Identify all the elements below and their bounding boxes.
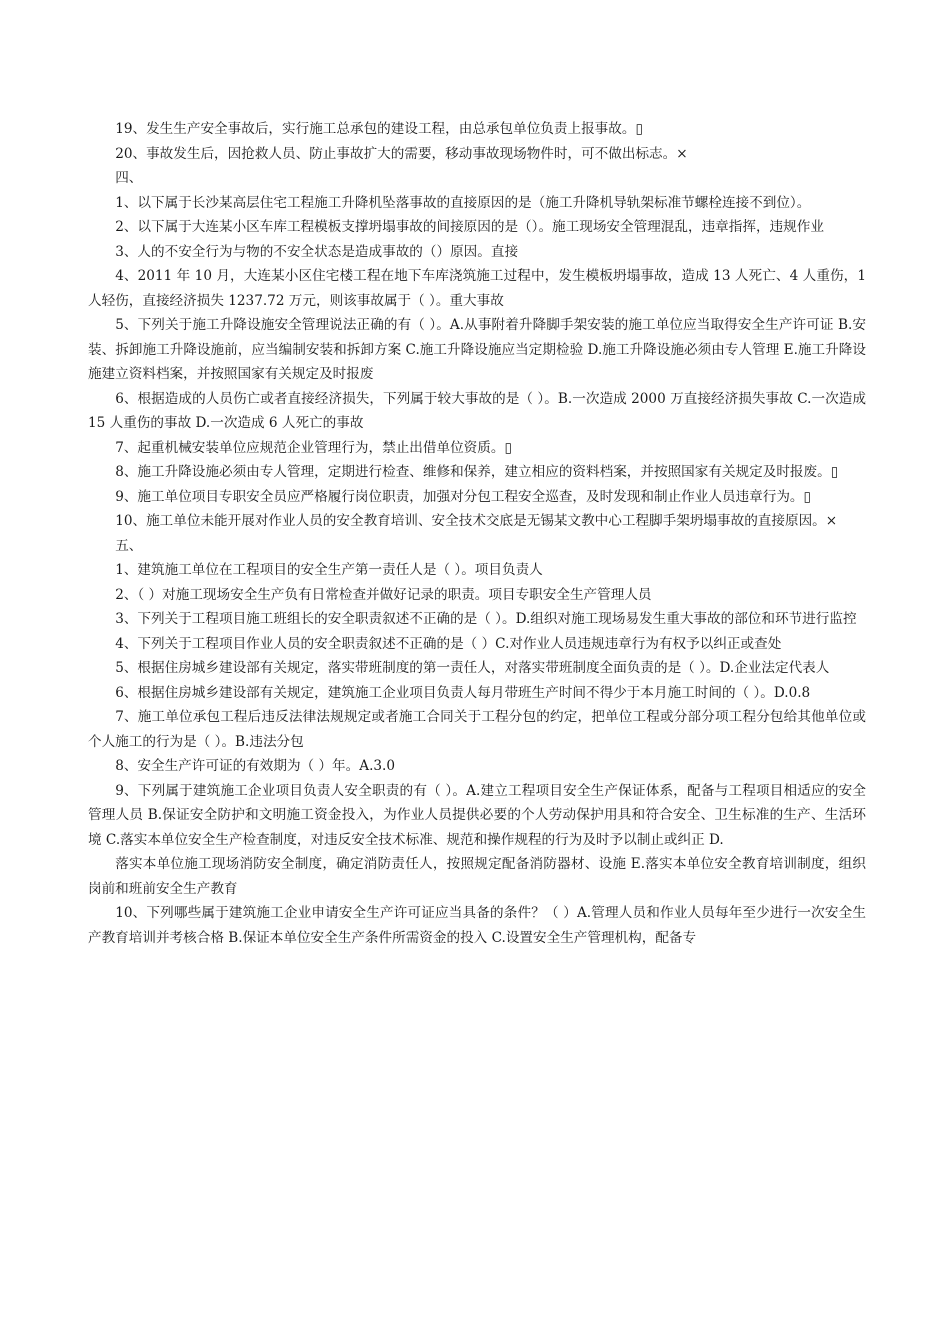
paragraph-s4-q10: 10、施工单位未能开展对作业人员的安全教育培训、安全技术交底是无锡某文教中心工程脚手架坍塌事故的直接原因。× (115, 513, 838, 529)
paragraph-s5-q10: 10、下列哪些属于建筑施工企业申请安全生产许可证应当具备的条件？（ ）A.管理人员和作业人员每年至少进行一次安全生产教育培训并考核合格 B.保证本单位安全生产条件所需资金的投入 C.设置安全生产管理机构，配备专 (88, 905, 866, 946)
paragraph-s4-q8: 8、施工升降设施必须由专人管理，定期进行检查、维修和保养，建立相应的资料档案，并按照国家有关规定及时报废。▯ (115, 464, 839, 480)
paragraph-s5-q6: 6、根据住房城乡建设部有关规定，建筑施工企业项目负责人每月带班生产时间不得少于本月施工时间的（ ）。D.0.8 (115, 684, 811, 701)
paragraph-s4-q9: 9、施工单位项目专职安全员应严格履行岗位职责，加强对分包工程安全巡查，及时发现和制止作业人员违章行为。▯ (115, 488, 812, 505)
section-heading-5: 五、 (115, 537, 143, 554)
document-page (88, 117, 866, 950)
paragraph-s5-q9: 9、下列属于建筑施工企业项目负责人安全职责的有（ ）。A.建立工程项目安全生产保证体系，配备与工程项目相适应的安全管理人员 B.保证安全防护和文明施工资金投入，为作业人员提供必要的个人劳动保护用具和符合安全、卫生标准的生产、生活环境 C.落实本单位安全生产检查制度，对违反安全技术标准、规范和操作规程的行为及时予以制止或纠正 D. (88, 782, 866, 848)
paragraph-s5-q4: 4、下列关于工程项目作业人员的安全职责叙述不正确的是（ ）C.对作业人员违规违章行为有权予以纠正或查处 (115, 635, 782, 652)
section-heading-4: 四、 (115, 170, 143, 186)
paragraph-s5-q9-continued: 落实本单位施工现场消防安全制度，确定消防责任人，按照规定配备消防器材、设施 E.落实本单位安全教育培训制度，组织岗前和班前安全生产教育 (88, 856, 866, 897)
paragraph-s5-q5: 5、根据住房城乡建设部有关规定，落实带班制度的第一责任人，对落实带班制度全面负责的是（ ）。D.企业法定代表人 (115, 660, 830, 676)
paragraph-s5-q3: 3、下列关于工程项目施工班组长的安全职责叙述不正确的是（ ）。D.组织对施工现场易发生重大事故的部位和环节进行监控 (115, 611, 857, 627)
paragraph-q20-true-false: 20、事故发生后，因抢救人员、防止事故扩大的需要，移动事故现场物件时，可不做出标志。× (115, 145, 688, 162)
paragraph-s4-q4: 4、2011 年 10 月，大连某小区住宅楼工程在地下车库浇筑施工过程中，发生模板坍塌事故，造成 13 人死亡、4 人重伤，1 人轻伤，直接经济损失 1237.72 万元，则该事故属于（ ）。重大事故 (88, 268, 866, 309)
paragraph-s4-q6: 6、根据造成的人员伤亡或者直接经济损失，下列属于较大事故的是（ ）。B.一次造成 2000 万直接经济损失事故 C.一次造成 15 人重伤的事故 D.一次造成 6 人死亡的事故 (88, 390, 866, 431)
paragraph-s5-q7: 7、施工单位承包工程后违反法律法规规定或者施工合同关于工程分包的约定，把单位工程或分部分项工程分包给其他单位或个人施工的行为是（ ）。B.违法分包 (88, 709, 866, 750)
paragraph-s4-q2: 2、以下属于大连某小区车库工程模板支撑坍塌事故的间接原因的是（）。施工现场安全管理混乱，违章指挥，违规作业 (115, 219, 824, 235)
paragraph-s5-q8: 8、安全生产许可证的有效期为（ ）年。A.3.0 (115, 758, 396, 774)
paragraph-s5-q2: 2、（ ）对施工现场安全生产负有日常检查并做好记录的职责。项目专职安全生产管理人员 (115, 586, 652, 603)
paragraph-s4-q3: 3、人的不安全行为与物的不安全状态是造成事故的（）原因。直接 (115, 243, 519, 260)
paragraph-s5-q1: 1、建筑施工单位在工程项目的安全生产第一责任人是（ ）。项目负责人 (115, 562, 543, 578)
paragraph-q19-true-false: 19、发生生产安全事故后，实行施工总承包的建设工程，由总承包单位负责上报事故。▯ (115, 121, 643, 137)
paragraph-s4-q5: 5、下列关于施工升降设施安全管理说法正确的有（ ）。A.从事附着升降脚手架安装的施工单位应当取得安全生产许可证 B.安装、拆卸施工升降设施前，应当编制安装和拆卸方案 C.施工升降设施应当定期检验 D.施工升降设施必须由专人管理 E.施工升降设施建立资料档案，并按照国家有关规定及时报废 (88, 317, 866, 382)
paragraph-s4-q1: 1、以下属于长沙某高层住宅工程施工升降机坠落事故的直接原因的是（施工升降机导轨架标准节螺栓连接不到位）。 (115, 194, 811, 211)
paragraph-s4-q7: 7、起重机械安装单位应规范企业管理行为，禁止出借单位资质。▯ (115, 439, 512, 456)
